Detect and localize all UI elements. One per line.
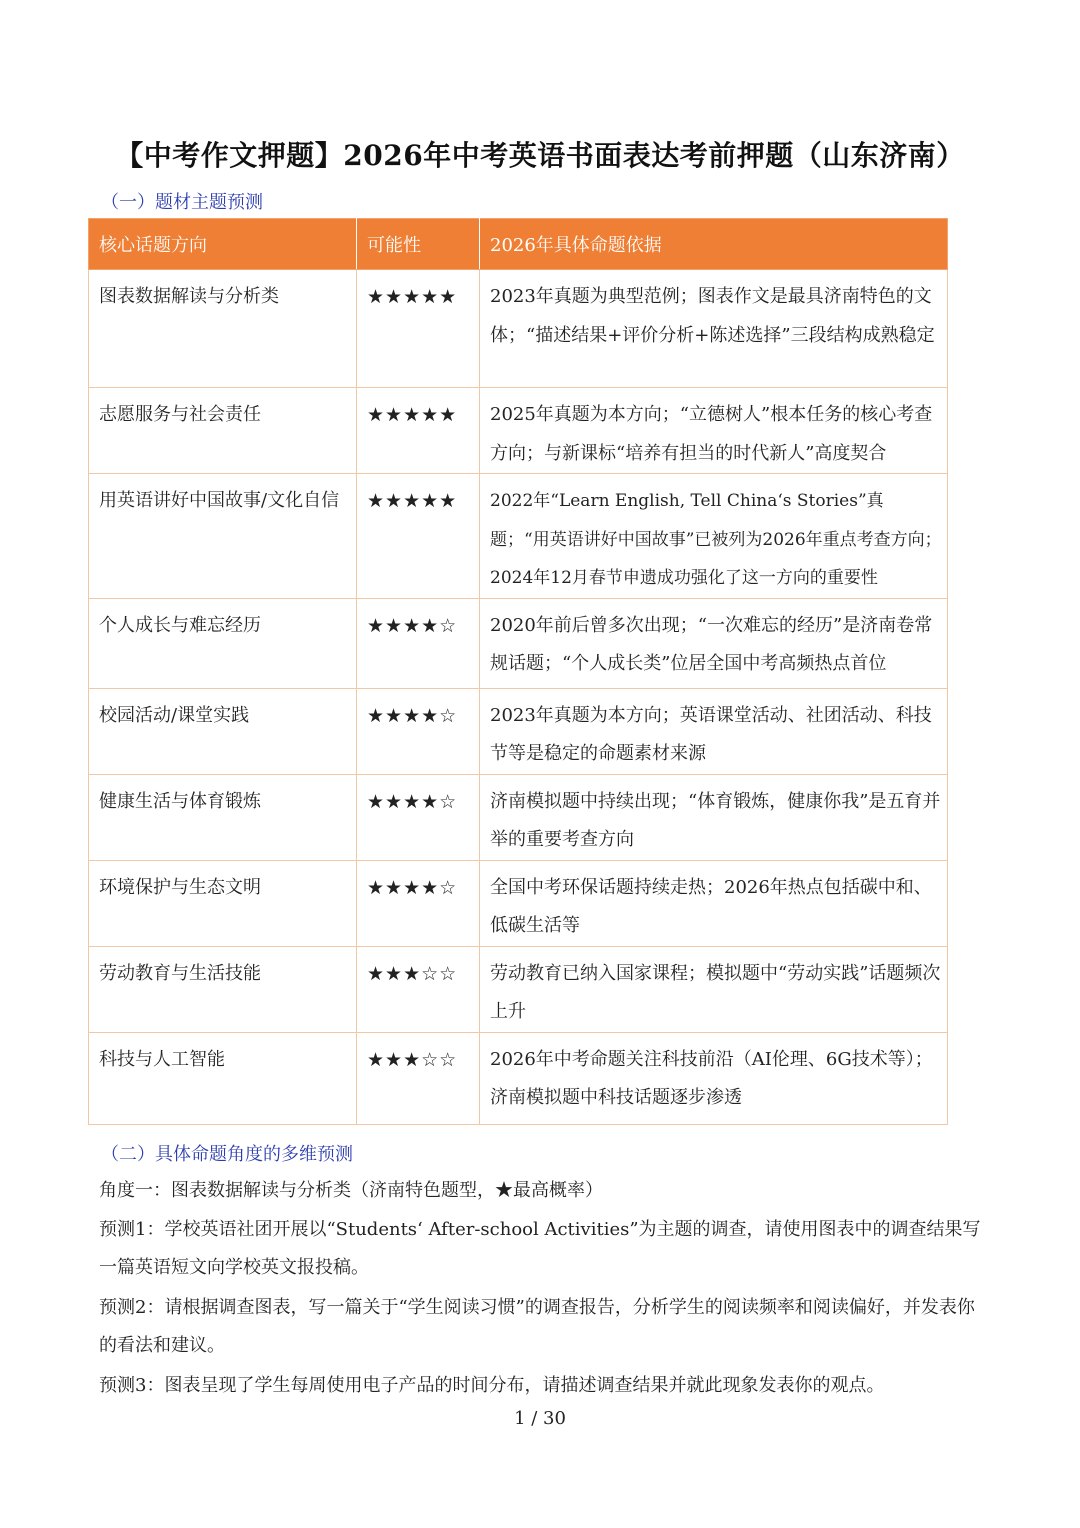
basis-cell: 劳动教育已纳入国家课程；模拟题中“劳动实践”话题频次上升 <box>480 946 948 1032</box>
prediction-2-text: 预测2：请根据调查图表，写一篇关于“学生阅读习惯”的调查报告，分析学生的阅读频率和阅读偏好，并发表你的看法和建议。 <box>99 1297 975 1356</box>
basis-cell: 2026年中考命题关注科技前沿（AI伦理、6G技术等）；济南模拟题中科技话题逐步渗透 <box>480 1032 948 1124</box>
topic-cell: 用英语讲好中国故事/文化自信 <box>89 474 357 599</box>
document-title: 【中考作文押题】2026年中考英语书面表达考前押题（山东济南） <box>115 139 965 172</box>
header-likelihood: 可能性 <box>357 219 480 270</box>
angle-one-text: 角度一：图表数据解读与分析类（济南特色题型，★最高概率） <box>99 1180 603 1201</box>
topic-cell: 校园活动/课堂实践 <box>89 688 357 774</box>
table-row <box>89 598 948 688</box>
table-row <box>89 270 948 388</box>
prediction-3-text: 预测3：图表呈现了学生每周使用电子产品的时间分布，请描述调查结果并就此现象发表你的观点。 <box>99 1375 885 1396</box>
header-topic: 核心话题方向 <box>89 219 357 270</box>
table-row <box>89 860 948 946</box>
topic-cell: 环境保护与生态文明 <box>89 860 357 946</box>
section-heading-topics: （一）题材主题预测 <box>101 192 263 213</box>
table-row <box>89 774 948 860</box>
page-number: 1 / 30 <box>514 1408 566 1429</box>
table-header-row <box>89 219 948 270</box>
likelihood-stars: ★★★☆☆ <box>357 946 480 1032</box>
basis-cell: 济南模拟题中持续出现；“体育锻炼，健康你我”是五育并举的重要考查方向 <box>480 774 948 860</box>
topic-prediction-table <box>88 218 948 1125</box>
table-row <box>89 688 948 774</box>
likelihood-stars: ★★★☆☆ <box>357 1032 480 1124</box>
topic-cell: 图表数据解读与分析类 <box>89 270 357 388</box>
likelihood-stars: ★★★★☆ <box>357 860 480 946</box>
topic-cell: 科技与人工智能 <box>89 1032 357 1124</box>
basis-cell: 2025年真题为本方向；“立德树人”根本任务的核心考查方向；与新课标“培养有担当的时代新人”高度契合 <box>480 388 948 474</box>
topic-cell: 劳动教育与生活技能 <box>89 946 357 1032</box>
basis-cell: 2023年真题为典型范例；图表作文是最具济南特色的文体；“描述结果+评价分析+陈述选择”三段结构成熟稳定 <box>480 270 948 388</box>
table-row <box>89 946 948 1032</box>
basis-cell: 2020年前后曾多次出现；“一次难忘的经历”是济南卷常规话题；“个人成长类”位居全国中考高频热点首位 <box>480 598 948 688</box>
likelihood-stars: ★★★★★ <box>357 388 480 474</box>
likelihood-stars: ★★★★☆ <box>357 598 480 688</box>
likelihood-stars: ★★★★☆ <box>357 774 480 860</box>
table-row <box>89 388 948 474</box>
basis-cell: 2022年“Learn English, Tell China‘s Stories”真题；“用英语讲好中国故事”已被列为2026年重点考查方向；2024年12月春节申遗成功强化了这一方向的重要性 <box>480 474 948 599</box>
basis-cell: 2023年真题为本方向；英语课堂活动、社团活动、科技节等是稳定的命题素材来源 <box>480 688 948 774</box>
topic-cell: 志愿服务与社会责任 <box>89 388 357 474</box>
topic-cell: 个人成长与难忘经历 <box>89 598 357 688</box>
table-row <box>89 1032 948 1124</box>
likelihood-stars: ★★★★★ <box>357 270 480 388</box>
table-row <box>89 474 948 599</box>
prediction-1-text: 预测1：学校英语社团开展以“Students‘ After-school Activities”为主题的调查，请使用图表中的调查结果写一篇英语短文向学校英文报投稿。 <box>99 1219 981 1278</box>
likelihood-stars: ★★★★☆ <box>357 688 480 774</box>
topic-cell: 健康生活与体育锻炼 <box>89 774 357 860</box>
section-heading-angles: （二）具体命题角度的多维预测 <box>101 1144 353 1165</box>
likelihood-stars: ★★★★★ <box>357 474 480 599</box>
header-basis: 2026年具体命题依据 <box>480 219 948 270</box>
basis-cell: 全国中考环保话题持续走热；2026年热点包括碳中和、低碳生活等 <box>480 860 948 946</box>
